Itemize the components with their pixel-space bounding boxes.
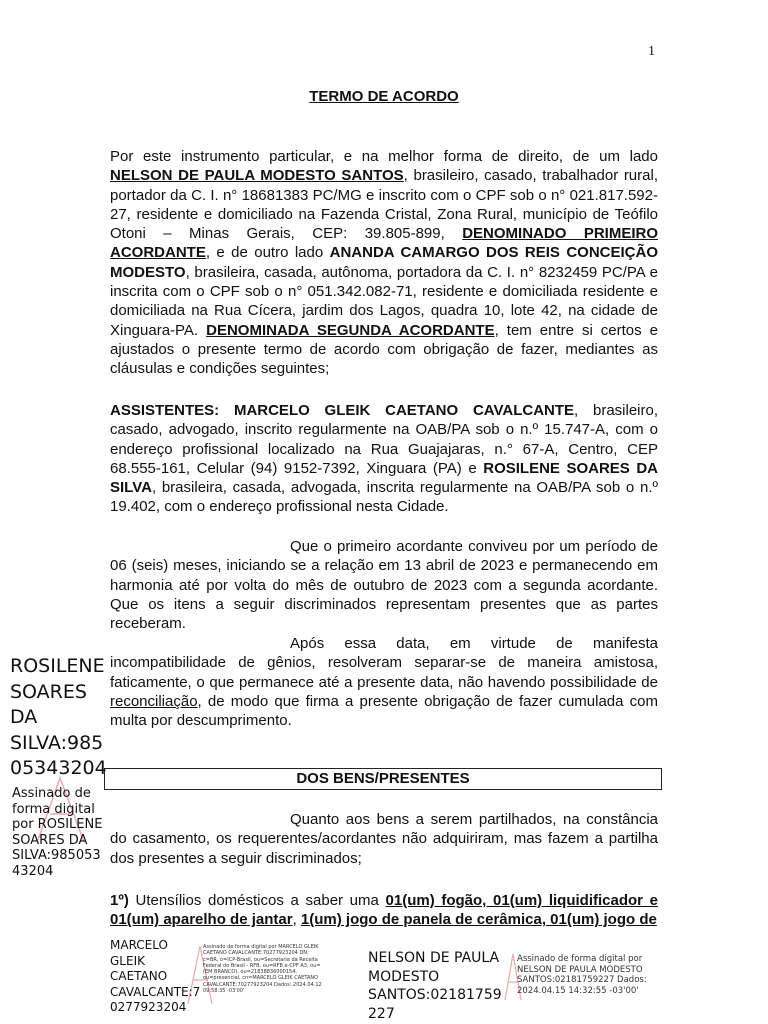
assistants-paragraph bbox=[110, 401, 658, 517]
assistant-1-name: ASSISTENTES: MARCELO GLEIK CAETANO CAVALCANTE bbox=[110, 402, 575, 419]
intro-text-1: Por este instrumento particular, e na melhor forma de direito, de um lado bbox=[110, 148, 658, 165]
assistants-text-2: , brasileira, casada, advogada, inscrita regularmente na OAB/PA sob o n.º 19.402, com o endereço profissional nesta Cidade. bbox=[110, 479, 658, 516]
assistant-2-name: ROSILENE SOARES DA SILVA bbox=[110, 459, 659, 497]
item-1-text-2: , bbox=[292, 911, 301, 929]
page-number: 1 bbox=[648, 44, 655, 59]
intro-text-2: , brasileiro, casado, trabalhador rural, portador da C. I. n° 18681383 PC/MG e inscrito com o CPF sob o n° 021.817.592-27, residente e domiciliado na Fazenda Cristal, Zona Rural, município de Teófilo Otoni – Minas Gerais, CEP: 39.805-899, bbox=[110, 167, 658, 243]
signature-right-name: NELSON DE PAULA MODESTO SANTOS:02181759227 bbox=[368, 950, 502, 1022]
assistants-text-1: , brasileiro, casado, advogado, inscrito regularmente na OAB/PA sob o n.º 15.747-A, com o endereço profissional localizado na Rua Guajajaras, n.° 67-A, Centro, CEP 68.555-161, Celular (94) 9152-7392, Xinguara (PA) e bbox=[110, 402, 658, 477]
intro-text-5: , tem entre si certos e ajustados o presente termo de acordo com obrigação de fazer, mediantes as cláusulas e condições seguintes; bbox=[110, 321, 658, 378]
separation-text-2: , de modo que firma a presente obrigação de fazer cumulada com multa por descumprimento. bbox=[110, 692, 658, 730]
reconciliation-word: reconciliação bbox=[110, 692, 198, 710]
separation-paragraph bbox=[110, 634, 658, 730]
signature-left-note: Assinado de forma digital por ROSILENE SOARES DA SILVA:98505343204 bbox=[12, 786, 103, 879]
item-1-bold-1: 01(um) fogão, 01(um) liquidificador e 01(um) aparelho de jantar bbox=[110, 892, 658, 929]
separation-text-1: Após essa data, em virtude de manifesta incompatibilidade de gênios, resolveram separar-se de maneira amistosa, faticamente, o que permanece até a presente data, não havendo possibilidade de bbox=[110, 635, 658, 691]
first-party-designation: DENOMINADO PRIMEIRO ACORDANTE bbox=[110, 225, 658, 262]
section-heading-bens: DOS BENS/PRESENTES bbox=[104, 768, 662, 790]
item-1-number: 1º) bbox=[110, 892, 129, 909]
relationship-paragraph bbox=[110, 537, 658, 633]
assets-text: Quanto aos bens a serem partilhados, na constância do casamento, os requerentes/acordantes não adquiriram, mas fazem a partilha dos presentes a seguir discriminados; bbox=[110, 811, 658, 867]
item-1-paragraph bbox=[110, 891, 658, 930]
second-party-name: ANANDA CAMARGO DOS REIS CONCEIÇÃO MODESTO bbox=[110, 244, 658, 281]
signature-right-details: Assinado de forma digital por NELSON DE PAULA MODESTO SANTOS:02181759227 Dados: 2024.04.15 14:32:55 -03'00' bbox=[517, 954, 647, 996]
document-title: TERMO DE ACORDO bbox=[309, 88, 459, 105]
item-1-bold-2: 1(um) jogo de panela de cerâmica, 01(um) jogo de bbox=[300, 911, 657, 929]
signature-middle-name: MARCELO GLEIK CAETANO CAVALCANTE:70277923204 bbox=[110, 938, 201, 1014]
second-party-designation: DENOMINADA SEGUNDA ACORDANTE bbox=[206, 321, 495, 339]
assets-paragraph bbox=[110, 810, 658, 868]
first-party-name: NELSON DE PAULA MODESTO SANTOS bbox=[110, 167, 404, 185]
intro-paragraph bbox=[110, 147, 658, 379]
signature-middle-details: Assinado de forma digital por MARCELO GLEIK CAETANO CAVALCANTE:70277923204 DN: c=BR, o=ICP-Brasil, ou=Secretaria da Receita Federal do Brasil - RFB, ou=RFB e-CPF A3, ou=(EM BRANCO), ou=21838836000154, ou=presencial, cn=MARCELO GLEIK CAETANO CAVALCANTE:70277923204 Dados: 2024.04.12 09:58:35 -03'00' bbox=[203, 944, 322, 995]
relationship-text: Que o primeiro acordante conviveu por um período de 06 (seis) meses, iniciando se a relação em 13 abril de 2023 e permanecendo em harmonia até por volta do mês de outubro de 2023 com a segunda acordante. Que os itens a seguir discriminados representam presentes que as partes receberam. bbox=[110, 538, 658, 633]
intro-text-4: , brasileira, casada, autônoma, portadora da C. I. n° 8232459 PC/PA e inscrita com o CPF sob o n° 051.342.082-71, residente e domiciliada residente e domiciliada na Rua Cícera, jardim dos Lagos, quadra 10, lote 42, na cidade de Xinguara-PA. bbox=[110, 263, 658, 339]
intro-text-3: , e de outro lado bbox=[205, 244, 330, 262]
signature-left-name: ROSILENE SOARES DA SILVA:98505343204 bbox=[10, 655, 107, 779]
item-1-text-1: Utensílios domésticos a saber uma bbox=[128, 892, 386, 909]
